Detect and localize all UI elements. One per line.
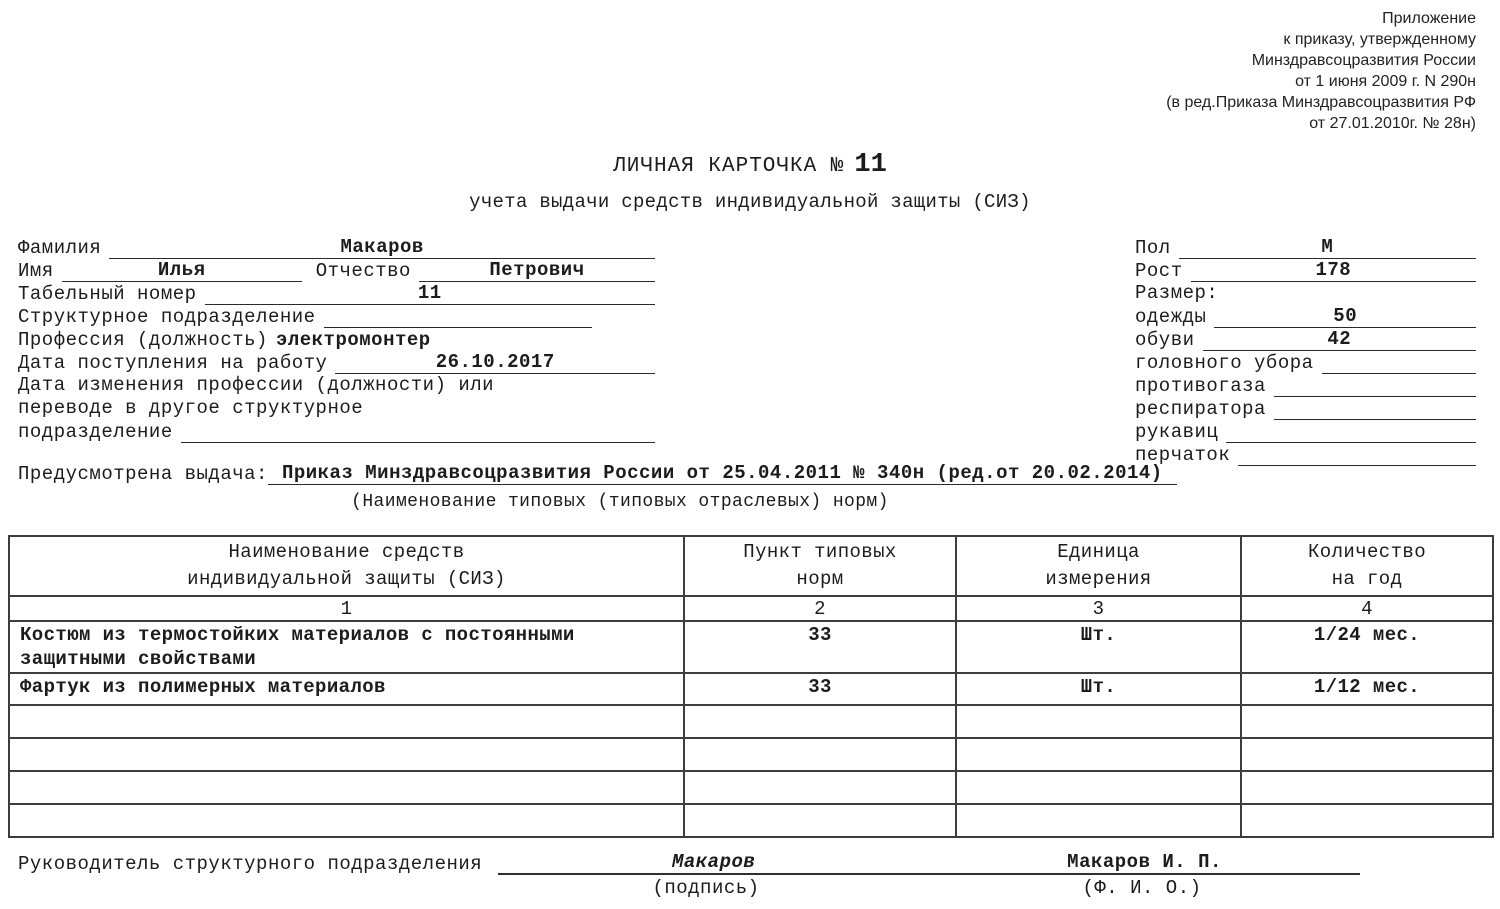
siz-unit-cell: Шт. [956,621,1241,673]
card-number: 11 [854,150,887,180]
name-value: Илья [62,260,302,282]
mittens-size-value [1226,421,1476,443]
hire-date-value: 26.10.2017 [335,352,655,374]
change-department-field [18,420,655,443]
sex-value: М [1179,237,1476,259]
sex-label: Пол [1135,237,1171,259]
profession-value: электромонтер [275,329,431,351]
table-row [9,804,1493,837]
change-department-value [181,421,655,443]
column-number: 4 [1241,596,1493,621]
table-row [9,705,1493,738]
tab-number-value: 11 [205,283,655,305]
siz-name-cell [9,771,684,804]
respirator-size-label: респиратора [1135,398,1266,420]
respirator-size-field [1135,397,1476,420]
regulation-note [1166,8,1476,134]
header-cell-qty [1241,536,1493,596]
siz-name-cell [9,621,684,673]
sex-field [1135,236,1476,259]
mittens-size-label: рукавиц [1135,421,1219,443]
signature-row [18,850,1360,875]
siz-name-cell [9,705,684,738]
header-norm-line2: норм [796,568,844,590]
gloves-size-value [1238,444,1476,466]
siz-name-text: Костюм из термостойких материалов с постоянными защитными свойствами [20,624,575,670]
issuance-basis-field [18,462,1177,485]
siz-table [8,535,1494,838]
regulation-note-line: Минздравсоцразвития России [1251,52,1476,69]
profession-field [18,328,655,351]
table-row [9,621,1493,673]
department-field [18,305,655,328]
signature-value: Макаров [671,851,756,873]
header-cell-name [9,536,684,596]
height-field [1135,259,1476,282]
shoes-size-label: обуви [1135,329,1195,351]
size-header: Размер: [1135,282,1219,304]
fio-caption: (Ф. И. О.) [1082,877,1202,899]
header-qty-line2: на год [1331,568,1403,590]
gas-mask-size-value [1274,375,1476,397]
gloves-size-field [1135,443,1476,466]
gas-mask-size-field [1135,374,1476,397]
tab-number-field [18,282,655,305]
table-row [9,771,1493,804]
document-subtitle: учета выдачи средств индивидуальной защиты (СИЗ) [469,191,1031,213]
column-number: 1 [9,596,684,621]
header-unit-line2: измерения [1045,568,1152,590]
caption-spacer [18,875,488,901]
height-value: 178 [1191,260,1476,282]
employee-fields-right [1135,236,1476,466]
header-qty-line1: Количество [1307,541,1427,563]
gloves-size-label: перчаток [1135,444,1231,466]
clothes-size-value: 50 [1214,306,1476,328]
header-name-line2: индивидуальной защиты (СИЗ) [187,568,506,590]
name-patronymic-field [18,259,655,282]
siz-unit-cell: Шт. [956,673,1241,705]
department-label: Структурное подразделение [18,306,316,328]
shoes-size-value: 42 [1203,329,1476,351]
surname-label: Фамилия [18,237,102,259]
siz-qty-cell: 1/24 мес. [1241,621,1493,673]
table-row [9,673,1493,705]
siz-norm-cell [684,804,956,837]
change-note-line1: Дата изменения профессии (должности) или [18,374,495,396]
headwear-size-value [1322,352,1476,374]
siz-norm-cell [684,771,956,804]
headwear-size-field [1135,351,1476,374]
header-norm-line1: Пункт типовых [743,541,897,563]
column-number: 2 [684,596,956,621]
siz-name-cell [9,804,684,837]
fio-value: Макаров И. П. [1067,851,1222,873]
respirator-size-value [1274,398,1476,420]
siz-qty-cell [1241,738,1493,771]
signature-line [498,851,1360,875]
siz-norm-cell [684,705,956,738]
siz-qty-cell [1241,705,1493,738]
siz-qty-cell: 1/12 мес. [1241,673,1493,705]
siz-norm-cell [684,738,956,771]
siz-qty-cell [1241,771,1493,804]
siz-unit-cell [956,738,1241,771]
siz-unit-cell [956,771,1241,804]
regulation-note-line: Приложение [1382,10,1476,27]
headwear-size-label: головного убора [1135,352,1314,374]
clothes-size-label: одежды [1135,306,1207,328]
issuance-basis-caption: (Наименование типовых (типовых отраслевых) норм) [351,492,889,512]
siz-name-text: Фартук из полимерных материалов [20,676,386,698]
table-header-row [9,536,1493,596]
supervisor-label: Руководитель структурного подразделения [18,853,483,875]
header-name-line1: Наименование средств [228,541,465,563]
surname-field [18,236,655,259]
mittens-size-field [1135,420,1476,443]
change-department-label: подразделение [18,421,173,443]
column-number: 3 [956,596,1241,621]
signature-captions [18,875,1360,901]
siz-unit-cell [956,705,1241,738]
siz-norm-cell: 33 [684,673,956,705]
table-row [9,738,1493,771]
signature-caption: (подпись) [652,877,760,899]
siz-unit-cell [956,804,1241,837]
employee-fields-left [18,236,655,443]
clothes-size-field [1135,305,1476,328]
tab-number-label: Табельный номер [18,283,197,305]
siz-qty-cell [1241,804,1493,837]
hire-date-label: Дата поступления на работу [18,352,328,374]
header-unit-line1: Единица [1057,541,1140,563]
siz-name-cell [9,673,684,705]
siz-norm-cell: 33 [684,621,956,673]
change-note-line2: переводе в другое структурное [18,397,364,419]
signature-block [18,850,1360,901]
patronymic-label: Отчество [315,260,411,282]
profession-label: Профессия (должность) [18,329,268,351]
hire-date-field [18,351,655,374]
issuance-basis-value: Приказ Минздравсоцразвития России от 25.04.2011 № 340н (ред.от 20.02.2014) [268,462,1177,485]
regulation-note-line: от 27.01.2010г. № 28н) [1309,115,1476,132]
siz-name-cell [9,738,684,771]
document-title-text: ЛИЧНАЯ КАРТОЧКА № [613,155,845,178]
department-value [324,306,592,328]
shoes-size-field [1135,328,1476,351]
document-title [0,150,1500,180]
gas-mask-size-label: противогаза [1135,375,1266,397]
header-cell-unit [956,536,1241,596]
regulation-note-line: от 1 июня 2009 г. N 290н [1295,73,1476,90]
title-block [0,150,1500,213]
regulation-note-line: (в ред.Приказа Минздравсоцразвития РФ [1166,94,1476,111]
name-label: Имя [18,260,54,282]
patronymic-value: Петрович [419,260,655,282]
surname-value: Макаров [109,237,655,259]
header-cell-norm [684,536,956,596]
height-label: Рост [1135,260,1183,282]
issuance-basis-label: Предусмотрена выдача: [18,463,268,485]
column-number-row [9,596,1493,621]
regulation-note-line: к приказу, утвержденному [1283,31,1476,48]
